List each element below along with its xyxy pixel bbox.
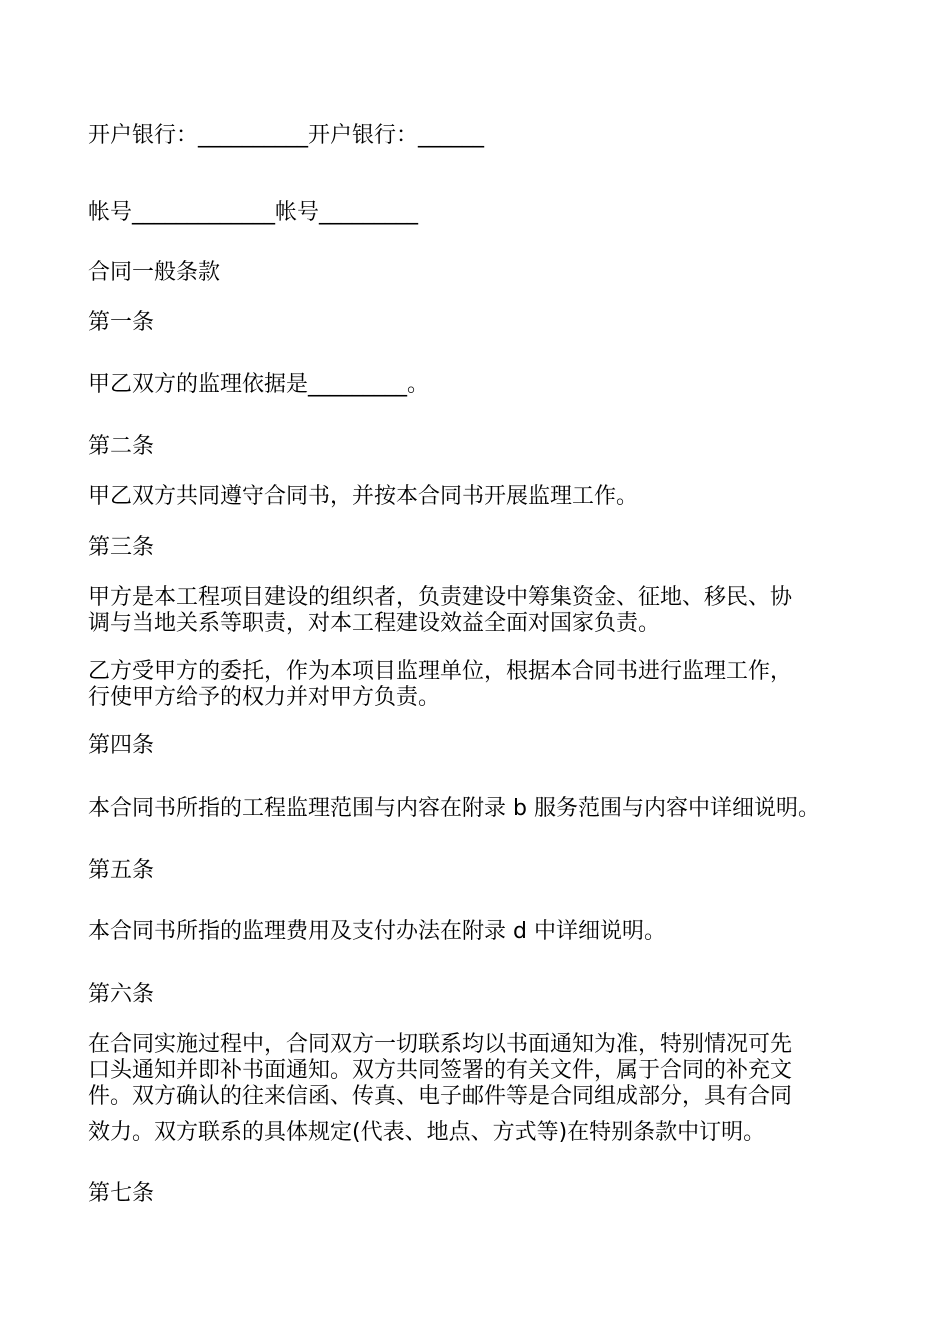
article-3-paragraph-1 bbox=[88, 585, 868, 637]
article-2-heading: 第二条 bbox=[88, 434, 155, 459]
text-line: 调与当地关系等职责，对本工程建设效益全面对国家负责。 bbox=[88, 611, 661, 636]
article-1-heading: 第一条 bbox=[88, 310, 155, 335]
article-5-heading: 第五条 bbox=[88, 858, 155, 883]
article-2-text: 甲乙双方共同遵守合同书，并按本合同书开展监理工作。 bbox=[88, 484, 639, 509]
text-line: 口头通知并即补书面通知。双方共同签署的有关文件，属于合同的补充文 bbox=[88, 1058, 793, 1083]
article-7-heading: 第七条 bbox=[88, 1181, 155, 1206]
article-3-paragraph-2 bbox=[88, 659, 868, 711]
text-line: 效力。双方联系的具体规定(代表、地点、方式等)在特别条款中订明。 bbox=[88, 1120, 766, 1145]
article-6-paragraph bbox=[88, 1032, 868, 1146]
article-4-text: 本合同书所指的工程监理范围与内容在附录 b 服务范围与内容中详细说明。 bbox=[88, 796, 820, 821]
text-line: 乙方受甲方的委托，作为本项目监理单位，根据本合同书进行监理工作， bbox=[88, 659, 793, 684]
article-6-heading: 第六条 bbox=[88, 982, 155, 1007]
article-5-text: 本合同书所指的监理费用及支付办法在附录 d 中详细说明。 bbox=[88, 919, 666, 944]
article-1-text: 甲乙双方的监理依据是_________。 bbox=[88, 372, 430, 397]
bank-line: 开户银行：__________开户银行：______ bbox=[88, 123, 485, 148]
article-3-heading: 第三条 bbox=[88, 535, 155, 560]
text-line: 件。双方确认的往来信函、传真、电子邮件等是合同组成部分，具有合同 bbox=[88, 1084, 793, 1109]
account-line: 帐号_____________帐号_________ bbox=[88, 200, 419, 225]
text-line: 在合同实施过程中，合同双方一切联系均以书面通知为准，特别情况可先 bbox=[88, 1032, 793, 1057]
article-4-heading: 第四条 bbox=[88, 733, 155, 758]
text-line: 甲方是本工程项目建设的组织者，负责建设中筹集资金、征地、移民、协 bbox=[88, 585, 793, 610]
text-line: 行使甲方给予的权力并对甲方负责。 bbox=[88, 685, 441, 710]
section-heading: 合同一般条款 bbox=[88, 260, 221, 285]
